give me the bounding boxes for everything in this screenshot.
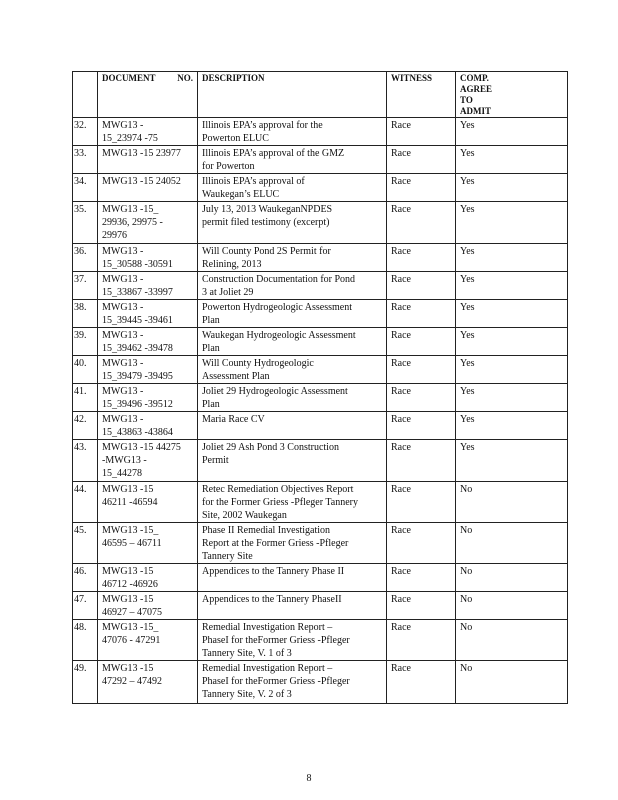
agree-to-admit-cell: No bbox=[456, 620, 568, 661]
witness-cell: Race bbox=[387, 564, 456, 592]
document-number-cell: MWG13 -15 46927 – 47075 bbox=[98, 592, 198, 620]
witness-cell: Race bbox=[387, 523, 456, 564]
witness-cell: Race bbox=[387, 384, 456, 412]
document-number-cell: MWG13 -15 23977 bbox=[98, 146, 198, 174]
row-number-cell: 48. bbox=[73, 620, 98, 661]
agree-to-admit-cell: Yes bbox=[456, 356, 568, 384]
witness-cell: Race bbox=[387, 300, 456, 328]
agree-to-admit-cell: No bbox=[456, 482, 568, 523]
row-number-cell: 36. bbox=[73, 244, 98, 272]
header-document-label: DOCUMENT bbox=[102, 73, 156, 83]
table-row bbox=[73, 412, 568, 440]
witness-cell: Race bbox=[387, 620, 456, 661]
table-row bbox=[73, 482, 568, 523]
description-cell: Powerton Hydrogeologic Assessment Plan bbox=[198, 300, 387, 328]
agree-to-admit-cell: Yes bbox=[456, 118, 568, 146]
header-comp-agree: AGREE bbox=[460, 84, 493, 94]
agree-to-admit-cell: Yes bbox=[456, 202, 568, 244]
witness-cell: Race bbox=[387, 328, 456, 356]
table-row bbox=[73, 523, 568, 564]
agree-to-admit-cell: Yes bbox=[456, 412, 568, 440]
row-number-cell: 34. bbox=[73, 174, 98, 202]
header-comp-to: TO bbox=[460, 95, 473, 105]
agree-to-admit-cell: Yes bbox=[456, 244, 568, 272]
document-number-cell: MWG13 -15_ 46595 – 46711 bbox=[98, 523, 198, 564]
witness-cell: Race bbox=[387, 146, 456, 174]
row-number-cell: 43. bbox=[73, 440, 98, 482]
description-cell: Construction Documentation for Pond 3 at Joliet 29 bbox=[198, 272, 387, 300]
table-row bbox=[73, 174, 568, 202]
row-number-cell: 39. bbox=[73, 328, 98, 356]
agree-to-admit-cell: No bbox=[456, 592, 568, 620]
description-cell: Appendices to the Tannery PhaseII bbox=[198, 592, 387, 620]
description-cell: Joliet 29 Ash Pond 3 Construction Permit bbox=[198, 440, 387, 482]
document-number-cell: MWG13 -15_ 47076 - 47291 bbox=[98, 620, 198, 661]
table-row bbox=[73, 592, 568, 620]
header-comp-line1: COMP. bbox=[460, 73, 489, 83]
row-number-cell: 46. bbox=[73, 564, 98, 592]
agree-to-admit-cell: Yes bbox=[456, 300, 568, 328]
table-row bbox=[73, 146, 568, 174]
row-number-cell: 32. bbox=[73, 118, 98, 146]
document-number-cell: MWG13 -15 47292 – 47492 bbox=[98, 661, 198, 704]
table-row bbox=[73, 118, 568, 146]
page-number: 8 bbox=[306, 773, 312, 784]
table-row bbox=[73, 384, 568, 412]
description-cell: Illinois EPA’s approval of Waukegan’s ELUC bbox=[198, 174, 387, 202]
document-number-cell: MWG13 - 15_39462 -39478 bbox=[98, 328, 198, 356]
witness-cell: Race bbox=[387, 272, 456, 300]
row-number-cell: 38. bbox=[73, 300, 98, 328]
row-number-cell: 45. bbox=[73, 523, 98, 564]
witness-cell: Race bbox=[387, 482, 456, 523]
table-row bbox=[73, 564, 568, 592]
header-document-no bbox=[98, 72, 198, 118]
row-number-cell: 33. bbox=[73, 146, 98, 174]
row-number-cell: 35. bbox=[73, 202, 98, 244]
document-number-cell: MWG13 - 15_43863 -43864 bbox=[98, 412, 198, 440]
description-cell: Remedial Investigation Report – PhaseI for theFormer Griess -Pfleger Tannery Site, V. 1 of 3 bbox=[198, 620, 387, 661]
agree-to-admit-cell: Yes bbox=[456, 272, 568, 300]
row-number-cell: 44. bbox=[73, 482, 98, 523]
description-cell: Maria Race CV bbox=[198, 412, 387, 440]
agree-to-admit-cell: Yes bbox=[456, 146, 568, 174]
row-number-cell: 47. bbox=[73, 592, 98, 620]
header-comp-admit: ADMIT bbox=[460, 106, 491, 116]
document-number-cell: MWG13 -15_ 29936, 29975 - 29976 bbox=[98, 202, 198, 244]
document-number-cell: MWG13 - 15_39496 -39512 bbox=[98, 384, 198, 412]
agree-to-admit-cell: Yes bbox=[456, 384, 568, 412]
agree-to-admit-cell: Yes bbox=[456, 440, 568, 482]
row-number-cell: 37. bbox=[73, 272, 98, 300]
document-number-cell: MWG13 -15 46712 -46926 bbox=[98, 564, 198, 592]
description-cell: Will County Pond 2S Permit for Relining, 2013 bbox=[198, 244, 387, 272]
header-comp-agree-admit bbox=[456, 72, 568, 118]
witness-cell: Race bbox=[387, 118, 456, 146]
row-number-cell: 40. bbox=[73, 356, 98, 384]
document-number-cell: MWG13 -15 46211 -46594 bbox=[98, 482, 198, 523]
table-row bbox=[73, 244, 568, 272]
row-number-cell: 41. bbox=[73, 384, 98, 412]
table-header-row bbox=[73, 72, 568, 118]
table-row bbox=[73, 328, 568, 356]
table-row bbox=[73, 620, 568, 661]
document-number-cell: MWG13 - 15_39479 -39495 bbox=[98, 356, 198, 384]
agree-to-admit-cell: Yes bbox=[456, 328, 568, 356]
witness-cell: Race bbox=[387, 202, 456, 244]
description-cell: Joliet 29 Hydrogeologic Assessment Plan bbox=[198, 384, 387, 412]
description-cell: July 13, 2013 WaukeganNPDES permit filed testimony (excerpt) bbox=[198, 202, 387, 244]
exhibit-table bbox=[72, 71, 568, 704]
witness-cell: Race bbox=[387, 174, 456, 202]
table-row bbox=[73, 356, 568, 384]
document-number-cell: MWG13 - 15_23974 -75 bbox=[98, 118, 198, 146]
witness-cell: Race bbox=[387, 440, 456, 482]
document-number-cell: MWG13 - 15_33867 -33997 bbox=[98, 272, 198, 300]
table-row bbox=[73, 661, 568, 704]
witness-cell: Race bbox=[387, 661, 456, 704]
agree-to-admit-cell: No bbox=[456, 523, 568, 564]
witness-cell: Race bbox=[387, 412, 456, 440]
agree-to-admit-cell: No bbox=[456, 661, 568, 704]
document-number-cell: MWG13 - 15_39445 -39461 bbox=[98, 300, 198, 328]
header-no-label: NO. bbox=[177, 73, 193, 83]
agree-to-admit-cell: No bbox=[456, 564, 568, 592]
table-row bbox=[73, 300, 568, 328]
row-number-cell: 42. bbox=[73, 412, 98, 440]
description-cell: Appendices to the Tannery Phase II bbox=[198, 564, 387, 592]
table-row bbox=[73, 440, 568, 482]
header-number bbox=[73, 72, 98, 118]
document-number-cell: MWG13 -15 44275 -MWG13 - 15_44278 bbox=[98, 440, 198, 482]
description-cell: Remedial Investigation Report – PhaseI for theFormer Griess -Pfleger Tannery Site, V. 2 of 3 bbox=[198, 661, 387, 704]
description-cell: Will County Hydrogeologic Assessment Plan bbox=[198, 356, 387, 384]
witness-cell: Race bbox=[387, 592, 456, 620]
header-description: DESCRIPTION bbox=[198, 72, 387, 118]
table-row bbox=[73, 272, 568, 300]
table-row bbox=[73, 202, 568, 244]
description-cell: Retec Remediation Objectives Report for the Former Griess -Pfleger Tannery Site, 2002 Waukegan bbox=[198, 482, 387, 523]
witness-cell: Race bbox=[387, 244, 456, 272]
witness-cell: Race bbox=[387, 356, 456, 384]
document-number-cell: MWG13 - 15_30588 -30591 bbox=[98, 244, 198, 272]
description-cell: Illinois EPA’s approval of the GMZ for Powerton bbox=[198, 146, 387, 174]
description-cell: Illinois EPA’s approval for the Powerton ELUC bbox=[198, 118, 387, 146]
table-body bbox=[73, 118, 568, 704]
header-witness: WITNESS bbox=[387, 72, 456, 118]
document-number-cell: MWG13 -15 24052 bbox=[98, 174, 198, 202]
description-cell: Phase II Remedial Investigation Report at the Former Griess -Pfleger Tannery Site bbox=[198, 523, 387, 564]
row-number-cell: 49. bbox=[73, 661, 98, 704]
description-cell: Waukegan Hydrogeologic Assessment Plan bbox=[198, 328, 387, 356]
agree-to-admit-cell: Yes bbox=[456, 174, 568, 202]
